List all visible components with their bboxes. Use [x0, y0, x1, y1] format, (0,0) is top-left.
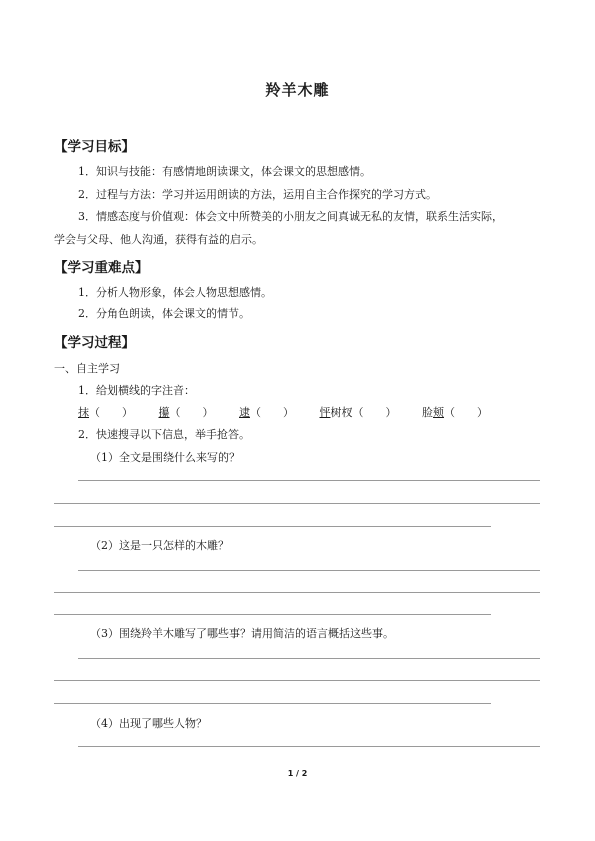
- pinyin-item: [78, 406, 133, 419]
- underlined-char: 颊: [433, 406, 444, 419]
- key-point-item: 1．分析人物形象，体会人物思想感情。: [78, 286, 272, 299]
- page-title: 羚羊木雕: [265, 81, 330, 99]
- underlined-char: 怦: [319, 406, 331, 419]
- question-2: （2）这是一只怎样的木雕？: [90, 539, 229, 552]
- pinyin-item: [239, 406, 294, 419]
- key-point-item: 2．分角色朗读，体会课文的情节。: [78, 307, 250, 320]
- pinyin-item: [320, 406, 397, 419]
- answer-line[interactable]: [78, 480, 540, 481]
- part-title: 一、自主学习: [54, 362, 120, 375]
- page-number: 1 / 2: [287, 769, 308, 778]
- section-heading-key-points: 【学习重难点】: [54, 260, 149, 276]
- question-4: （4）出现了哪些人物？: [90, 717, 207, 730]
- task-1: 1．给划横线的字注音：: [78, 384, 195, 397]
- goal-item-continuation: 学会与父母、他人沟通，获得有益的启示。: [54, 233, 263, 246]
- underlined-char: 抹: [78, 406, 89, 419]
- answer-blank[interactable]: （ ）: [250, 406, 294, 419]
- goal-item: 3．情感态度与价值观：体会文中所赞美的小朋友之间真诚无私的友情，联系生活实际，: [78, 210, 503, 223]
- answer-line[interactable]: [78, 746, 540, 747]
- answer-line[interactable]: [78, 658, 540, 659]
- answer-line[interactable]: [54, 680, 540, 681]
- answer-line[interactable]: [78, 570, 540, 571]
- goal-item: 1．知识与技能：有感情地朗读课文，体会课文的思想感情。: [78, 165, 371, 178]
- pinyin-row: [78, 406, 510, 420]
- answer-line[interactable]: [54, 614, 491, 615]
- answer-blank[interactable]: （ ）: [169, 406, 214, 419]
- plain-char: 脸: [422, 406, 433, 419]
- underlined-char: 攥: [158, 406, 170, 419]
- question-1: （1）全文是围绕什么来写的？: [90, 451, 240, 464]
- pinyin-item: [422, 406, 488, 419]
- answer-line[interactable]: [54, 592, 540, 593]
- answer-line[interactable]: [54, 503, 540, 504]
- answer-blank[interactable]: （ ）: [89, 406, 133, 419]
- section-heading-process: 【学习过程】: [54, 335, 135, 351]
- answer-line[interactable]: [54, 703, 491, 704]
- answer-blank[interactable]: （ ）: [444, 406, 488, 419]
- underlined-char: 逮: [239, 406, 250, 419]
- answer-blank[interactable]: 树杈（ ）: [330, 406, 397, 419]
- answer-line[interactable]: [54, 526, 491, 527]
- pinyin-item: [159, 406, 214, 419]
- goal-item: 2．过程与方法：学习并运用朗读的方法，运用自主合作探究的学习方式。: [78, 188, 437, 201]
- task-2: 2．快速搜寻以下信息，举手抢答。: [78, 428, 250, 441]
- section-heading-goals: 【学习目标】: [54, 139, 135, 155]
- question-3: （3）围绕羚羊木雕写了哪些事？请用简洁的语言概括这些事。: [90, 627, 394, 640]
